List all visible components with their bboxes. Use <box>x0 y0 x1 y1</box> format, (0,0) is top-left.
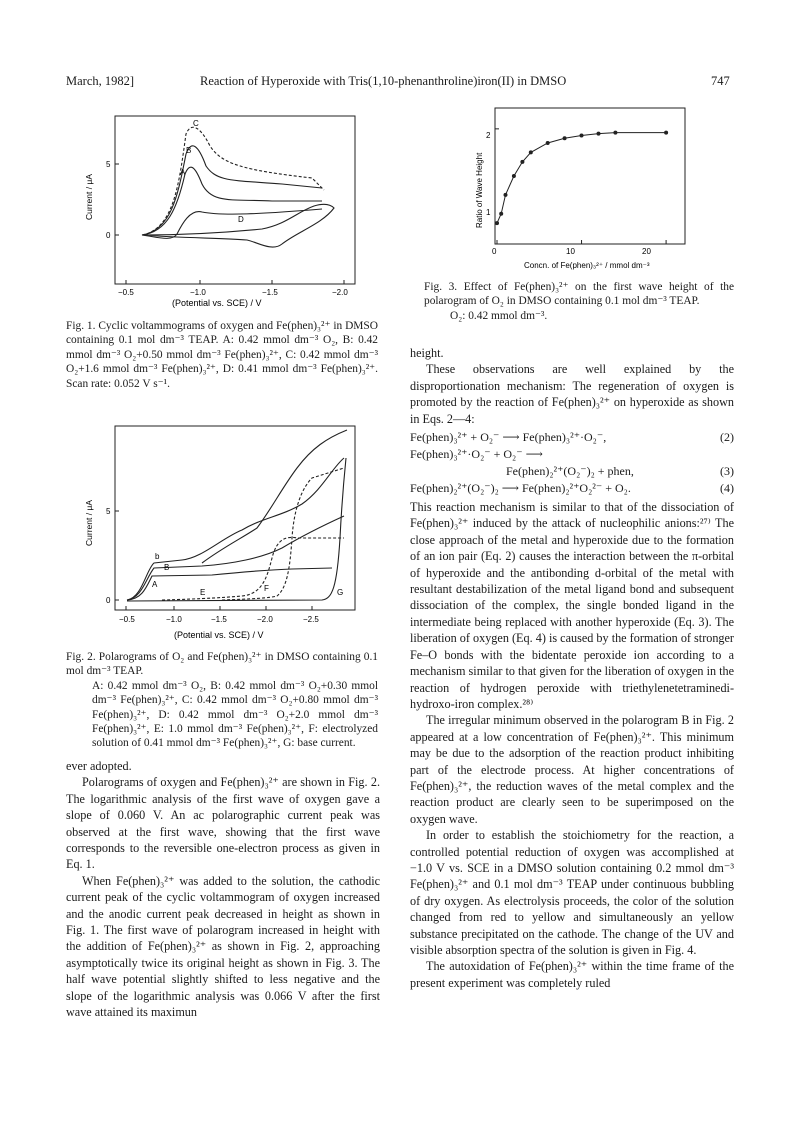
fig3-point <box>580 134 584 138</box>
fig3-point <box>597 132 601 136</box>
fig3-line <box>497 133 666 224</box>
fig2-label-a: A <box>152 580 158 589</box>
fig2-curve-a <box>127 568 332 600</box>
header-title: Reaction of Hyperoxide with Tris(1,10-phenanthroline)iron(II) in DMSO <box>200 74 567 88</box>
fig1-ytick: 5 <box>106 160 111 169</box>
left-para-1: Polarograms of oxygen and Fe(phen)₃²⁺ are shown in Fig. 2. The logarithmic analysis of the first wave of oxygen gave a slope of 0.060 V. An ac polarographic current peak was observed at the first wave, showing that the first wave corresponds to the reversible one-electron process as given in Eq. 1. <box>66 775 380 872</box>
fig2-label-b: b <box>155 552 160 561</box>
fig1-curve-b <box>142 146 322 235</box>
eq4 <box>410 480 734 497</box>
fig3-point <box>546 141 550 145</box>
figure-1 <box>82 104 372 312</box>
fig1-label-a: A <box>180 168 186 177</box>
fig2-xtick: −2.0 <box>257 615 273 624</box>
fig2-frame <box>115 426 355 610</box>
fig2-label-e: E <box>200 588 206 597</box>
fig2-xtick: −1.5 <box>211 615 227 624</box>
fig2-ytick: 0 <box>106 596 111 605</box>
fig2-ytick: 5 <box>106 507 111 516</box>
fig1-xtick: −1.0 <box>190 288 206 297</box>
eq2-number: (2) <box>720 430 734 445</box>
fig3-point <box>504 193 508 197</box>
fig3-point <box>512 174 516 178</box>
fig3-xlabel: Concn. of Fe(phen)₃²⁺ / mmol dm⁻³ <box>524 261 650 270</box>
eq3-text: Fe(phen)₂²⁺(O₂⁻)₂ + phen, <box>506 464 634 479</box>
fig3-frame <box>495 108 685 244</box>
eq3 <box>410 463 734 480</box>
fig3-ytick: 1 <box>486 208 491 217</box>
fig3-caption-2: O₂: 0.42 mmol dm⁻³. <box>450 309 548 322</box>
fig1-curve-a <box>142 167 322 235</box>
fig1-xtick: −2.0 <box>332 288 348 297</box>
right-para-1: These observations are well explained by the disproportionation mechanism: The regeneration of oxygen is promoted by the reaction of Fe(phen)₃²⁺ on hyperoxide as shown in Eqs. 2—4: <box>410 362 734 426</box>
fig2-xtick: −2.5 <box>303 615 319 624</box>
fig3-ylabel: Ratio of Wave Height <box>475 152 484 228</box>
fig2-curve-top <box>202 430 347 563</box>
fig3-xtick: 10 <box>566 247 575 256</box>
fig1-label-d: D <box>238 215 244 224</box>
fig2-curve-g <box>127 458 346 601</box>
fig3-caption-text: Fig. 3. Effect of Fe(phen)₃²⁺ on the first wave height of the polarogram of O₂ in DMSO containing 0.1 mol dm⁻³ TEAP. <box>424 281 734 308</box>
fig3-point <box>563 136 567 140</box>
right-para-5: The autoxidation of Fe(phen)₃²⁺ within the time frame of the present experiment was completely ruled <box>410 959 734 990</box>
left-para-0: ever adopted. <box>66 759 132 773</box>
fig2-caption-title: Fig. 2. Polarograms of O₂ and Fe(phen)₃²⁺ in DMSO containing 0.1 mol dm⁻³ TEAP. <box>66 651 378 678</box>
eq4-text: Fe(phen)₂²⁺(O₂⁻)₂ ⟶ Fe(phen)₂²⁺O₂²⁻ + O₂. <box>410 481 631 496</box>
fig3-point <box>520 160 524 164</box>
eq3-number: (3) <box>720 464 734 479</box>
page-number: 747 <box>711 74 730 88</box>
fig3-point <box>613 131 617 135</box>
header-left: March, 1982] <box>66 74 135 88</box>
right-height: height. <box>410 346 444 360</box>
eq2 <box>410 429 734 446</box>
right-para-2: This reaction mechanism is similar to that of the dissociation of Fe(phen)₃²⁺ induced by the attack of nucleophilic anions:²⁷⁾ The close approach of the metal and hyperoxide due to the formation of an ion pair (Eq. 2) causes the interaction between the π-orbital of hyperoxide and the antibonding d-orbital of the metal with resultant destabilization of the metal ligand bond and subsequent dissociation of the complex, the single bonded ligand in the intermediate being replaced with another hyperoxide (Eq. 3). The liberation of oxygen (Eq. 4) is caused by the formation of stronger Fe–O bonds with the bidentate peroxide ion according to a mechanism similar to that given for the liberation of oxygen in the reaction of hydrogen peroxide with triethylenetetraminedi-hydroxo-iron complex.²⁸⁾ <box>410 500 734 711</box>
figure-3 <box>470 104 690 276</box>
fig1-ytick: 0 <box>106 231 111 240</box>
fig2-label-f: F <box>264 584 269 593</box>
eq4-number: (4) <box>720 481 734 496</box>
right-para-4: In order to establish the stoichiometry for the reaction, a controlled potential reduction of oxygen was accomplished at −1.0 V vs. SCE in a DMSO solution containing 0.2 mmol dm⁻³ Fe(phen)₃²⁺ and 0.1 mol dm⁻³ TEAP under continuous bubbling of dry oxygen. As electrolysis proceeds, the color of the solution changed from red to yellow and simultaneously an yellow substance precipitated on the cathode. The change of the UV and visible absorption spectra of the solution is given in Fig. 4. <box>410 828 734 957</box>
fig1-label-b: B <box>186 146 192 155</box>
equations <box>410 429 734 497</box>
fig1-label-c: C <box>193 119 199 128</box>
fig3-point <box>499 212 503 216</box>
fig2-xtick: −0.5 <box>119 615 135 624</box>
fig1-ylabel: Current / μA <box>84 174 94 220</box>
left-column <box>66 758 380 1021</box>
eq2-text: Fe(phen)₃²⁺ + O₂⁻ ⟶ Fe(phen)₃²⁺·O₂⁻, <box>410 430 607 445</box>
fig2-curve-b <box>127 516 344 600</box>
fig3-ytick: 2 <box>486 131 491 140</box>
fig2-ylabel: Current / μA <box>84 500 94 546</box>
fig2-curve-bb <box>127 458 344 600</box>
fig2-xtick: −1.0 <box>166 615 182 624</box>
right-column <box>410 345 734 991</box>
left-para-2: When Fe(phen)₃²⁺ was added to the solution, the cathodic current peak of the cyclic voltammogram of oxygen increased and the anodic current peak decreased in height as shown in Fig. 1. The first wave of polarogram increased in height with the addition of Fe(phen)₃²⁺ as shown in Fig. 2, approaching asymptotically twice its original height as shown in Fig. 3. The half wave potential slightly shifted to less negative and the slope of the logarithmic analysis was 0.066 V after the first wave attained its maximun <box>66 873 380 1020</box>
fig2-label-g: G <box>337 588 344 597</box>
fig1-xlabel: (Potential vs. SCE) / V <box>172 298 262 308</box>
fig3-xtick: 20 <box>642 247 651 256</box>
right-para-3: The irregular minimum observed in the polarogram B in Fig. 2 appeared at a low concentration of Fe(phen)₃²⁺. This minimum may be due to the adsorption of the reaction product inhibiting part of the electrode process. At higher concentrations of Fe(phen)₃²⁺, the reduction waves of the metal complex and the reaction product are clearly seen to be superimposed on the oxygen wave. <box>410 713 734 826</box>
fig1-xtick: −0.5 <box>118 288 134 297</box>
fig1-caption: Fig. 1. Cyclic voltammograms of oxygen and Fe(phen)₃²⁺ in DMSO containing 0.1 mol dm⁻³ TEAP. A: 0.42 mmol dm⁻³ O₂, B: 0.42 mmol dm⁻³ O₂+0.50 mmol dm⁻³ Fe(phen)₃²⁺, C: 0.42 mmol dm⁻³ O₂+1.6 mmol dm⁻³ Fe(phen)₃²⁺, D: 0.41 mmol dm⁻³ Fe(phen)₃²⁺. Scan rate: 0.052 V s⁻¹. <box>66 320 378 390</box>
figure-2 <box>82 418 372 644</box>
fig3-xtick: 0 <box>492 247 497 256</box>
fig3-point <box>529 150 533 154</box>
eq3-line1: Fe(phen)₃²⁺·O₂⁻ + O₂⁻ ⟶ <box>410 447 543 462</box>
fig2-caption <box>66 650 378 751</box>
fig2-xlabel: (Potential vs. SCE) / V <box>174 630 264 640</box>
fig2-label-bb: B <box>164 563 170 572</box>
fig1-curve-c <box>142 127 324 235</box>
fig3-caption <box>424 280 734 323</box>
fig3-point <box>664 131 668 135</box>
fig3-plot <box>495 129 668 244</box>
fig2-caption-body: A: 0.42 mmol dm⁻³ O₂, B: 0.42 mmol dm⁻³ O₂+0.30 mmol dm⁻³ Fe(phen)₃²⁺, C: 0.42 mmol dm⁻³ O₂+0.80 mmol dm⁻³ Fe(phen)₃²⁺, D: 0.42 mmol dm⁻³ O₂+2.0 mmol dm⁻³ Fe(phen)₃²⁺, E: 1.0 mmol dm⁻³ Fe(phen)₃²⁺, F: electrolyzed solution of 0.41 mmol dm⁻³ Fe(phen)₃²⁺, G: base current. <box>92 679 378 750</box>
fig1-xtick: −1.5 <box>262 288 278 297</box>
